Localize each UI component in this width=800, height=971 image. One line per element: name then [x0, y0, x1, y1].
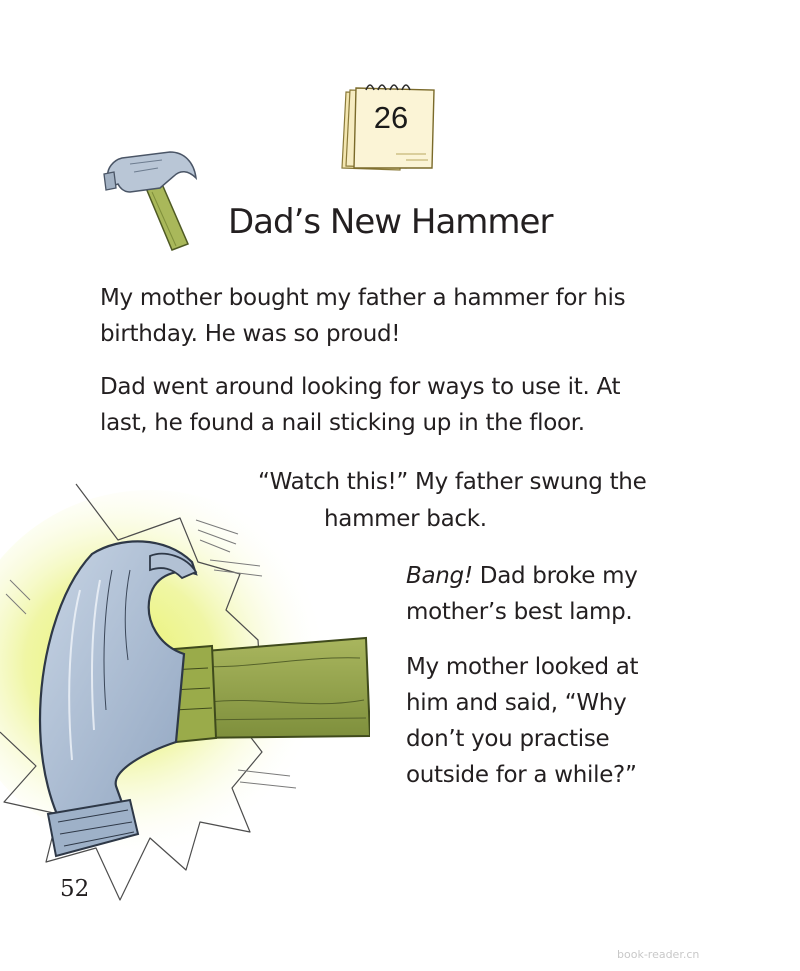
paragraph-3-line-1: “Watch this!” My father swung the	[258, 469, 647, 495]
hammer-icon	[100, 148, 200, 252]
paragraph-1-line-2: birthday. He was so proud!	[100, 321, 401, 347]
paragraph-1	[100, 280, 625, 352]
paragraph-5-line-2: him and said, “Why	[406, 690, 627, 716]
story-title: Dad’s New Hammer	[228, 202, 553, 242]
paragraph-3-line-2: hammer back.	[324, 506, 487, 532]
paragraph-4-line-1-rest: Dad broke my	[472, 563, 638, 589]
paragraph-2	[100, 369, 620, 441]
paragraph-4-line-2: mother’s best lamp.	[406, 599, 633, 625]
paragraph-5-line-4: outside for a while?”	[406, 762, 637, 788]
paragraph-5-line-3: don’t you practise	[406, 726, 610, 752]
hammer-illustration	[0, 470, 370, 910]
calendar-icon	[336, 72, 440, 176]
watermark: book-reader.cn	[617, 948, 700, 961]
paragraph-5-line-1: My mother looked at	[406, 654, 639, 680]
paragraph-2-line-2: last, he found a nail sticking up in the floor.	[100, 410, 585, 436]
paragraph-5	[406, 649, 638, 793]
bang-word: Bang!	[406, 563, 473, 589]
page-number: 52	[60, 876, 90, 902]
paragraph-4	[406, 558, 638, 630]
calendar-day-number: 26	[373, 100, 409, 135]
paragraph-2-line-1: Dad went around looking for ways to use it. At	[100, 374, 621, 400]
paragraph-1-line-1: My mother bought my father a hammer for his	[100, 285, 626, 311]
